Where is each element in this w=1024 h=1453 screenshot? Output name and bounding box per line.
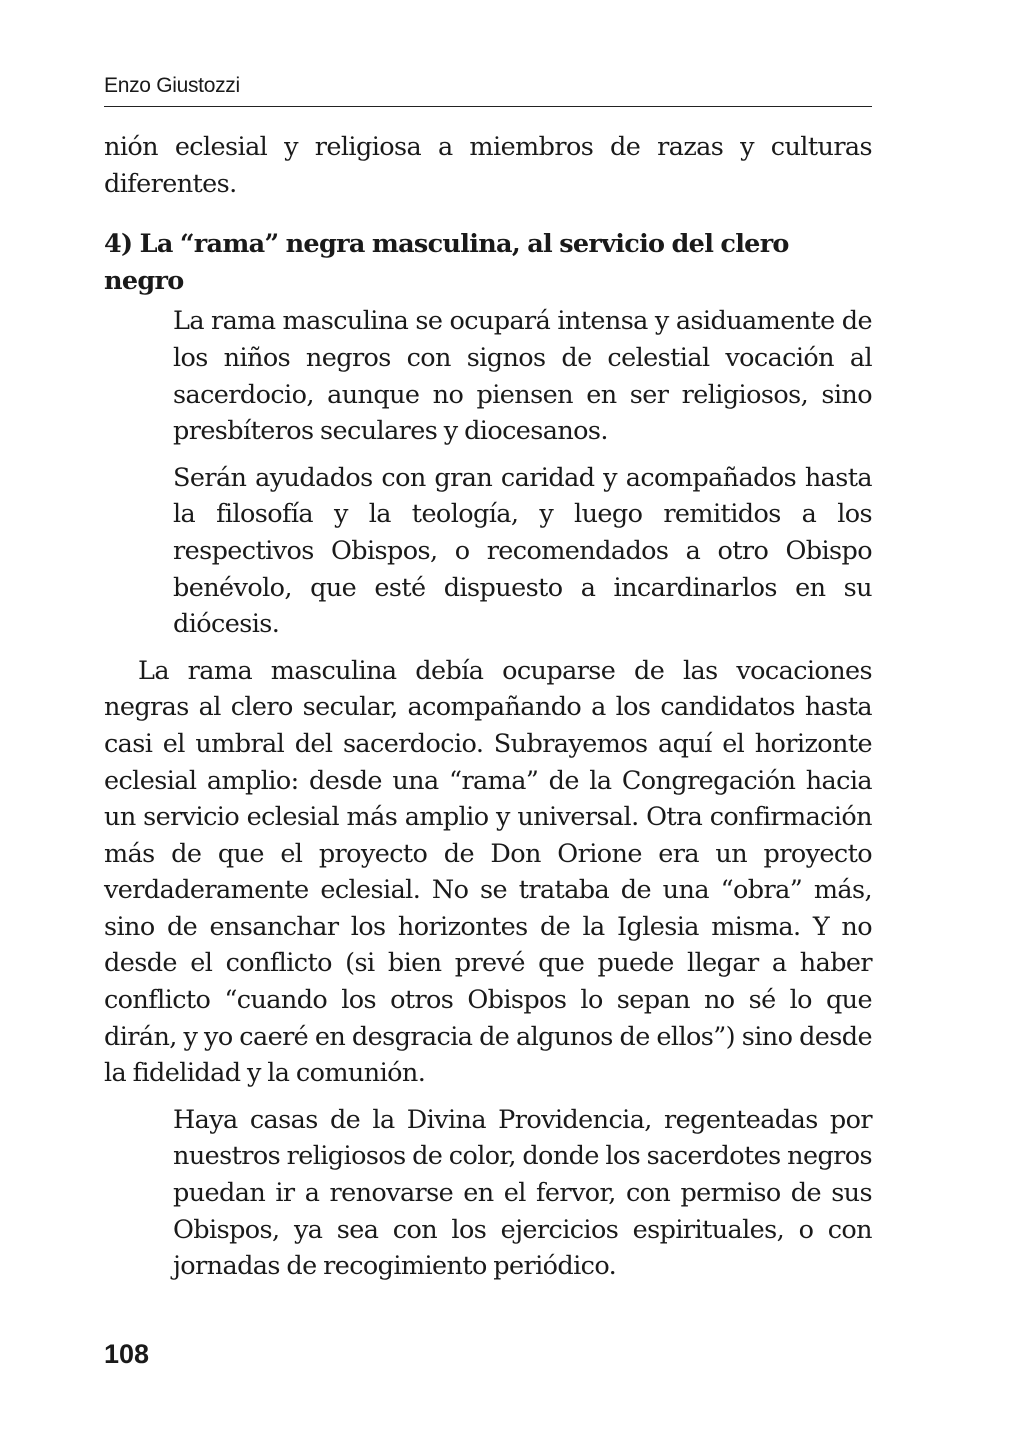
body-text xyxy=(104,129,872,1285)
page-number: 108 xyxy=(104,1339,150,1369)
block-quote-2 xyxy=(173,1102,872,1285)
section-heading: 4) La “rama” negra masculina, al servicio del clero negro xyxy=(104,229,789,296)
block-quote-1 xyxy=(173,303,872,642)
running-head-author: Enzo Giustozzi xyxy=(104,72,872,107)
quote-1-paragraph-2: Serán ayudados con gran caridad y acompañados hasta la filosofía y la teología, y luego remitidos a los respectivos Obispos, o recomendados a otro Obispo benévolo, que esté dispuesto a incardinarlos en su diócesis. xyxy=(173,462,872,640)
quote-2-paragraph: Haya casas de la Divina Providencia, regenteadas por nuestros religiosos de color, donde los sacerdotes negros puedan ir a renovarse en el fervor, con permiso de sus Obispos, ya sea con los ejercicios espirituales, o con jornadas de recogimiento periódico. xyxy=(173,1104,872,1282)
quote-1-paragraph-1: La rama masculina se ocupará intensa y asiduamente de los niños negros con signos de celestial vocación al sacerdocio, aunque no piensen en ser religiosos, sino presbíteros seculares y diocesanos. xyxy=(173,306,872,447)
body-paragraph: La rama masculina debía ocuparse de las vocaciones negras al clero secular, acompañando a los candidatos hasta casi el umbral del sacerdocio. Subrayemos aquí el horizonte eclesial amplio: desde una “rama” de la Congregación hacia un servicio eclesial más amplio y universal. Otra confirmación más de que el proyecto de Don Orione era un proyecto verdaderamente eclesial. No se trataba de una “obra” más, sino de ensanchar los horizontes de la Iglesia misma. Y no desde el conflicto (si bien prevé que puede llegar a haber conflicto “cuando los otros Obispos lo sepan no sé lo que dirán, y yo caeré en desgracia de algunos de ellos”) sino desde la fidelidad y la comunión. xyxy=(104,655,872,1089)
page-content xyxy=(104,72,872,1285)
continuation-paragraph: nión eclesial y religiosa a miembros de razas y culturas diferentes. xyxy=(104,132,872,199)
